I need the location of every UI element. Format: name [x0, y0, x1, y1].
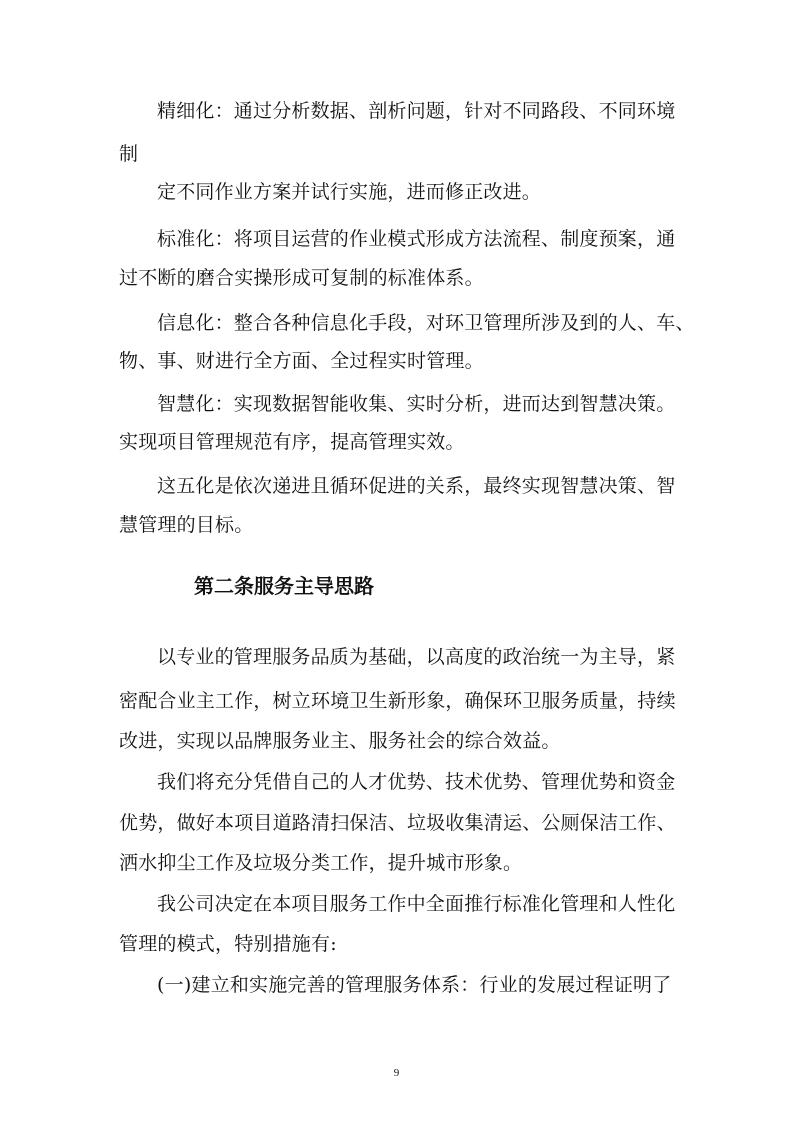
- paragraph-line: 以专业的管理服务品质为基础，以高度的政治统一为主导，紧: [157, 646, 676, 668]
- paragraph-line: 精细化：通过分析数据、剖析问题，针对不同路段、不同环境: [157, 100, 676, 122]
- paragraph-line: 信息化：整合各种信息化手段，对环卫管理所涉及到的人、车、: [157, 312, 695, 334]
- page-number: 9: [393, 1067, 400, 1079]
- paragraph-line: 过不断的磨合实操形成可复制的标准体系。: [119, 267, 484, 289]
- paragraph-line: 智慧化：实现数据智能收集、实时分析，进而达到智慧决策。: [157, 393, 676, 415]
- paragraph-line: 洒水抑尘工作及垃圾分类工作，提升城市形象。: [119, 852, 523, 874]
- paragraph-line: 密配合业主工作，树立环境卫生新形象，确保环卫服务质量，持续: [119, 690, 676, 712]
- paragraph-line: 管理的模式，特别措施有:: [119, 933, 337, 955]
- paragraph-line: 优势，做好本项目道路清扫保洁、垃圾收集清运、公厕保洁工作、: [119, 812, 676, 834]
- paragraph-line: 我们将充分凭借自己的人才优势、技术优势、管理优势和资金: [157, 771, 676, 793]
- paragraph-line: 改进，实现以品牌服务业主、服务社会的综合效益。: [119, 730, 561, 752]
- paragraph-line: 慧管理的目标。: [119, 514, 254, 536]
- paragraph-line: 物、事、财进行全方面、全过程实时管理。: [119, 350, 484, 372]
- section-heading: 第二条服务主导思路: [194, 574, 374, 598]
- paragraph-line: 我公司决定在本项目服务工作中全面推行标准化管理和人性化: [157, 893, 676, 915]
- paragraph-line: (一)建立和实施完善的管理服务体系：行业的发展过程证明了: [157, 974, 672, 996]
- paragraph-line: 标准化：将项目运营的作业模式形成方法流程、制度预案，通: [157, 228, 676, 250]
- paragraph-line: 制: [119, 143, 139, 165]
- paragraph-line: 定不同作业方案并试行实施，进而修正改进。: [157, 181, 542, 203]
- paragraph-line: 这五化是依次递进且循环促进的关系，最终实现智慧决策、智: [157, 475, 676, 497]
- paragraph-line: 实现项目管理规范有序，提高管理实效。: [119, 431, 465, 453]
